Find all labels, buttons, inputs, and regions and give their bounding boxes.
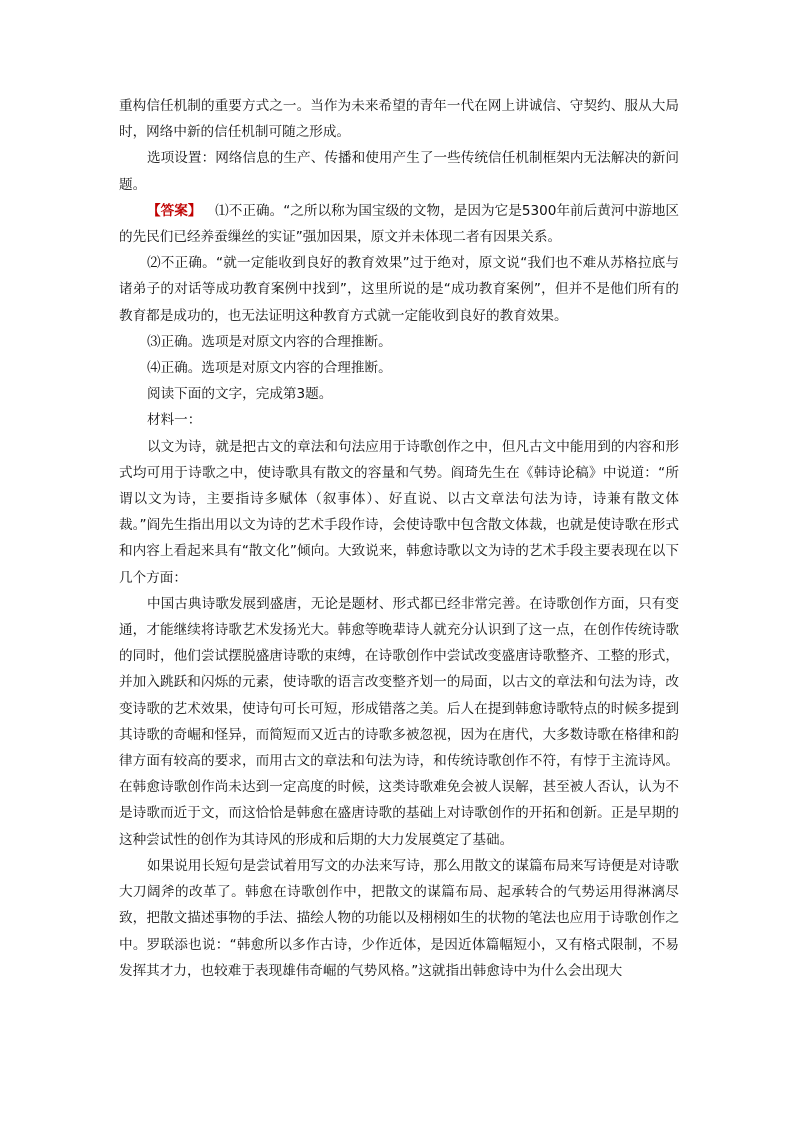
answer-item: ⑷正确。选项是对原文内容的合理推断。 <box>147 360 392 377</box>
answer-item: ⑴不正确。“之所以称为国宝级的文物，是因为它是5300年前后黄河中游地区的先民们已经养蚕缫丝的实证”强加因果，原文并未体现二者有因果关系。 <box>119 202 679 246</box>
reading-instruction: 阅读下面的文字，完成第3题。 <box>147 386 333 403</box>
option-setting-paragraph: 选项设置：网络信息的生产、传播和使用产生了一些传统信任机制框架内无法解决的新问题。 <box>119 150 679 193</box>
body-paragraph: 中国古典诗歌发展到盛唐，无论是题材、形式都已经非常完善。在诗歌创作方面，只有变通，才能继续将诗歌艺术发扬光大。韩愈等晚辈诗人就充分认识到了这一点，在创作传统诗歌的同时，他们尝试摆脱盛唐诗歌的束缚，在诗歌创作中尝试改变盛唐诗歌整齐、工整的形式，并加入跳跃和闪烁的元素，使诗歌的语言改变整齐划一的局面，以古文的章法和句法为诗，改变诗歌的艺术效果，使诗句可长可短，形成错落之美。后人在提到韩愈诗歌特点的时候多提到其诗歌的奇崛和怪异，而简短而又近古的诗歌多被忽视，因为在唐代，大多数诗歌在格律和韵律方面有较高的要求，而用古文的章法和句法为诗，和传统诗歌创作不符，有悖于主流诗风。在韩愈诗歌创作尚未达到一定高度的时候，这类诗歌难免会被人误解，甚至被人否认，认为不是诗歌而近于文，而这恰恰是韩愈在盛唐诗歌的基础上对诗歌创作的开拓和创新。正是早期的这种尝试性的创作为其诗风的形成和后期的大力发展奠定了基础。 <box>119 595 679 848</box>
answer-item: ⑶正确。选项是对原文内容的合理推断。 <box>147 333 392 350</box>
paragraph: 重构信任机制的重要方式之一。当作为未来希望的青年一代在网上讲诚信、守契约、服从大局时，网络中新的信任机制可随之形成。 <box>119 98 679 141</box>
body-paragraph: 如果说用长短句是尝试着用写文的办法来写诗，那么用散文的谋篇布局来写诗便是对诗歌大刀阔斧的改革了。韩愈在诗歌创作中，把散文的谋篇布局、起承转合的气势运用得淋漓尽致，把散文描述事物的手法、描绘人物的功能以及栩栩如生的状物的笔法也应用于诗歌创作之中。罗联添也说：“韩愈所以多作古诗，少作近体，是因近体篇幅短小，又有格式限制，不易发挥其才力，也较难于表现雄伟奇崛的气势风格。”这就指出韩愈诗中为什么会出现大 <box>119 857 679 979</box>
answer-paragraph <box>119 198 679 250</box>
document-page <box>119 93 679 984</box>
material-label: 材料一： <box>147 412 202 429</box>
body-paragraph: 以文为诗，就是把古文的章法和句法应用于诗歌创作之中，但凡古文中能用到的内容和形式均可用于诗歌之中，使诗歌具有散文的容量和气势。阎琦先生在《韩诗论稿》中说道：“所谓以文为诗，主要指诗多赋体（叙事体）、好直说、以古文章法句法为诗，诗兼有散文体裁。”阎先生指出用以文为诗的艺术手段作诗，会使诗歌中包含散文体裁，也就是使诗歌在形式和内容上看起来具有“散文化”倾向。大致说来，韩愈诗歌以文为诗的艺术手段主要表现在以下几个方面： <box>119 438 679 586</box>
answer-item: ⑵不正确。“就一定能收到良好的教育效果”过于绝对，原文说“我们也不难从苏格拉底与诸弟子的对话等成功教育案例中找到”，这里所说的是“成功教育案例”，但并不是他们所有的教育都是成功的，也无法证明这种教育方式就一定能收到良好的教育效果。 <box>119 255 679 324</box>
answer-tag: 【答案】 <box>147 202 202 219</box>
